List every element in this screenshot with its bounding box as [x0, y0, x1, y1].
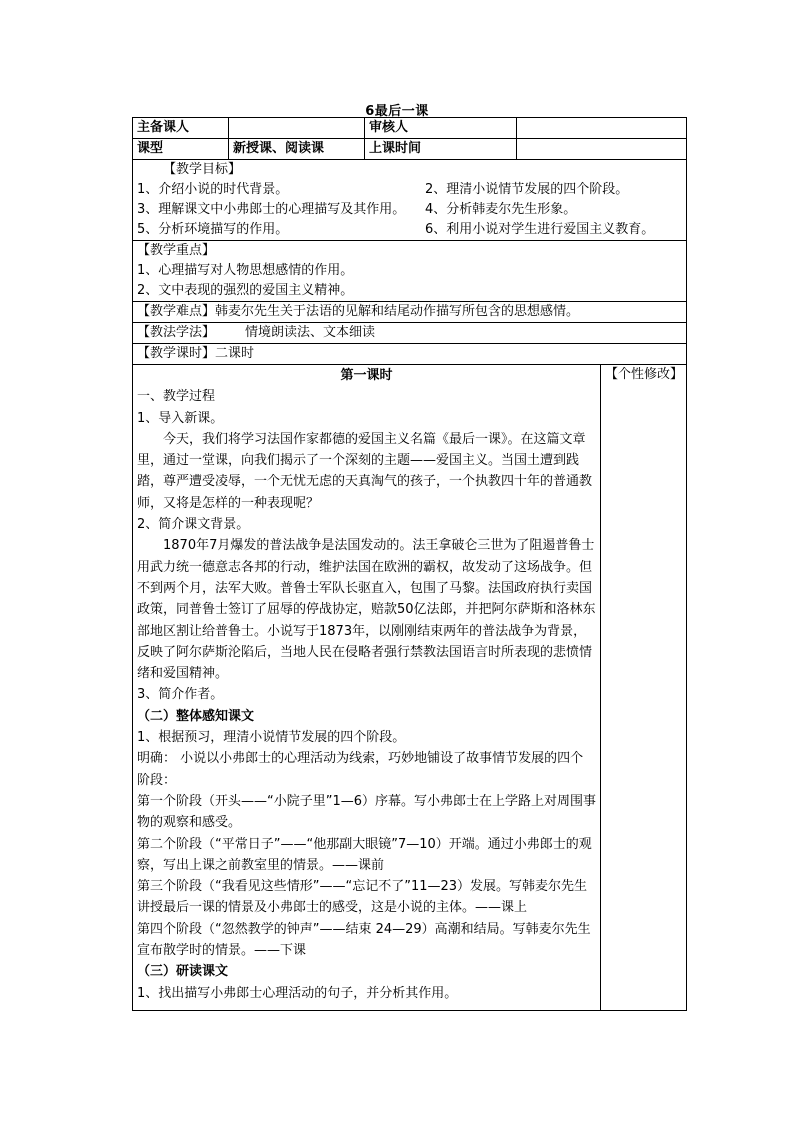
side-note: 【个性修改】	[605, 367, 684, 382]
hours-cell	[133, 344, 687, 365]
objectives-list	[137, 180, 682, 240]
objectives-heading: 【教学目标】	[163, 162, 242, 177]
type-value: 新授课、阅读课	[229, 139, 365, 160]
methods-heading: 【教法学法】	[137, 325, 216, 340]
lesson-line: 一、教学过程	[137, 389, 216, 405]
lesson-body	[133, 365, 601, 1011]
lesson-paragraph: 明确： 小说以小弗郎士的心理活动为线索，巧妙地铺设了故事情节发展的四个阶段：	[137, 751, 584, 788]
key-points-cell	[133, 241, 687, 302]
difficulty-heading: 【教学难点】	[137, 304, 216, 319]
lesson-paragraph: 今天，我们将学习法国作家都德的爱国主义名篇《最后一课》。在这篇文章里，通过一堂课，向我们揭示了一个深刻的主题——爱国主义。当国土遭到践踏，尊严遭受凌辱，一个无忧无虑的天真淘气的孩子，一个执教四十年的普通教师，又将是怎样的一种表现呢？	[137, 431, 593, 511]
page-title: 6最后一课	[365, 104, 429, 119]
lesson-row	[133, 365, 687, 1011]
difficulty-cell	[133, 302, 687, 323]
lesson-paragraph: 第四个阶段（“忽然教学的钟声”——结束 24—29）高潮和结局。写韩麦尔先生宣布散学时的情景。——下课	[137, 921, 591, 959]
reviewer-label: 审核人	[365, 118, 517, 139]
key-points-row	[133, 241, 687, 302]
hours-row	[133, 344, 687, 365]
methods-cell	[133, 323, 687, 344]
lesson-subheading: （二）整体感知课文	[137, 708, 255, 724]
lesson-paragraph: 第三个阶段（“我看见这些情形”——“忘记不了”11—23）发展。写韩麦尔先生讲授最后一课的情景及小弗郎士的感受，这是小说的主体。——课上	[137, 879, 588, 916]
difficulty-row	[133, 302, 687, 323]
methods-text: 情境朗读法、文本细读	[245, 325, 376, 340]
lesson-line: 1、根据预习，理清小说情节发展的四个阶段。	[137, 730, 406, 746]
preparer-value	[229, 118, 365, 139]
objective-item: 5、分析环境描写的作用。	[137, 222, 289, 237]
lesson-heading: 第一课时	[340, 368, 393, 383]
time-label: 上课时间	[365, 139, 517, 160]
objective-item: 4、分析韩麦尔先生形象。	[425, 202, 577, 217]
key-point-item: 1、心理描写对人物思想感情的作用。	[137, 263, 354, 278]
lesson-paragraph: 第一个阶段（开头——“小院子里”1—6）序幕。写小弗郎士在上学路上对周围事物的观察和感受。	[137, 793, 597, 831]
difficulty-text: 韩麦尔先生关于法语的见解和结尾动作描写所包含的思想感情。	[215, 304, 580, 319]
time-value	[517, 139, 687, 160]
hours-text: 二课时	[215, 346, 255, 361]
lesson-paragraph: 1870年7月爆发的普法战争是法国发动的。法王拿破仑三世为了阻遏普鲁士用武力统一德意志各邦的行动，维护法国在欧洲的霸权，故发动了这场战争。但不到两个月，法军大败。普鲁士军队长驱直入，包围了马黎。法国政府执行卖国政策，同普鲁士签订了屈辱的停战协定，赔款50亿法郎，并把阿尔萨斯和洛林东部地区割让给普鲁士。小说写于1873年，以刚刚结束两年的普法战争为背景，反映了阿尔萨斯沦陷后，当地人民在侵略者强行禁教法国语言时所表现的悲愤情绪和爱国精神。	[137, 538, 596, 682]
lesson-plan-table	[132, 117, 687, 1011]
methods-row	[133, 323, 687, 344]
key-point-item: 2、文中表现的强烈的爱国主义精神。	[137, 283, 354, 298]
hours-heading: 【教学课时】	[137, 346, 216, 361]
reviewer-value	[517, 118, 687, 139]
type-label: 课型	[133, 139, 229, 160]
side-note-cell	[601, 365, 687, 1011]
lesson-subheading: （三）研读课文	[137, 964, 229, 980]
objective-item: 3、理解课文中小弗郎士的心理描写及其作用。	[137, 202, 406, 217]
key-points-heading: 【教学重点】	[137, 243, 216, 258]
header-row-2	[133, 139, 687, 160]
objective-item: 1、介绍小说的时代背景。	[137, 182, 289, 197]
objective-item: 6、利用小说对学生进行爱国主义教育。	[425, 222, 655, 237]
lesson-line: 2、简介课文背景。	[137, 517, 250, 533]
preparer-label: 主备课人	[133, 118, 229, 139]
lesson-line: 1、找出描写小弗郎士心理活动的句子，并分析其作用。	[137, 985, 458, 1001]
header-row-1	[133, 118, 687, 139]
lesson-line: 1、导入新课。	[137, 410, 224, 426]
objectives-cell	[133, 160, 687, 241]
objective-item: 2、理清小说情节发展的四个阶段。	[425, 182, 629, 197]
lesson-line: 3、简介作者。	[137, 687, 224, 703]
objectives-row	[133, 160, 687, 241]
lesson-paragraph: 第二个阶段（“平常日子”——“他那副大眼镜”7—10）开端。通过小弗郎士的观察，写出上课之前教室里的情景。——课前	[137, 836, 592, 873]
